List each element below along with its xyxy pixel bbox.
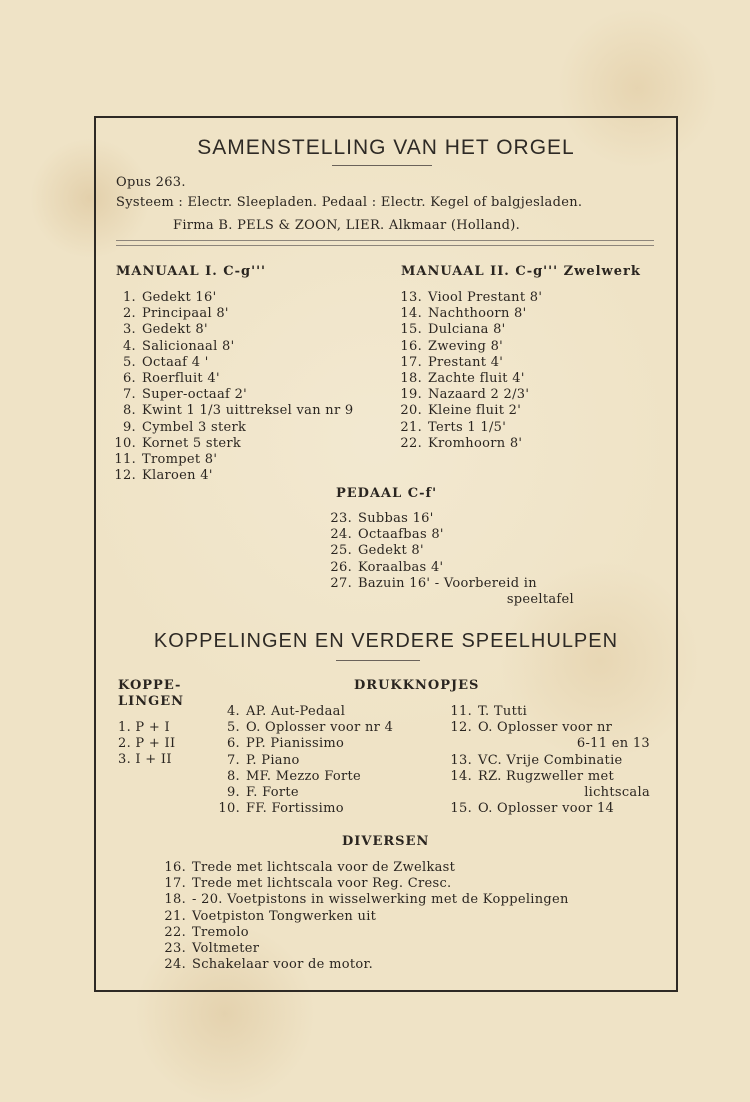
pedaal-heading: PEDAAL C-f' xyxy=(336,486,438,501)
item-label: Gedekt 16' xyxy=(142,290,217,305)
list-item xyxy=(164,892,569,908)
systeem-line: Systeem : Electr. Sleepladen. Pedaal : Electr. Kegel of balgjesladen. xyxy=(116,195,583,210)
item-label: P. Piano xyxy=(246,752,300,768)
double-rule xyxy=(116,240,654,246)
section-rule xyxy=(336,660,420,661)
item-number: 2. xyxy=(122,306,136,322)
item-label: Nachthoorn 8' xyxy=(428,306,527,322)
list-item xyxy=(110,387,354,403)
list-item xyxy=(396,290,542,306)
manuaal1-list xyxy=(110,290,354,484)
diversen-heading: DIVERSEN xyxy=(342,834,430,849)
list-item xyxy=(326,527,574,543)
item-number: 4. xyxy=(122,338,136,354)
list-item xyxy=(450,801,650,817)
item-label: Kromhoorn 8' xyxy=(428,435,523,451)
manuaal2-heading: MANUAAL II. C-g''' Zwelwerk xyxy=(401,264,641,279)
item-label: Schakelaar voor de motor. xyxy=(192,957,374,973)
list-item xyxy=(396,355,542,371)
item-label: Kleine fluit 2' xyxy=(428,403,522,419)
item-label: Trompet 8' xyxy=(142,451,218,467)
list-item xyxy=(396,339,542,355)
list-item xyxy=(396,436,542,452)
list-item xyxy=(110,355,354,371)
item-label: Gedekt 8' xyxy=(142,322,208,338)
item-number: 19. xyxy=(400,387,422,403)
item-label: Voltmeter xyxy=(192,940,260,956)
manuaal1-heading: MANUAAL I. C-g''' xyxy=(116,264,267,279)
item-label: Octaaf 4 ' xyxy=(142,354,209,370)
item-number: 12. xyxy=(450,720,472,736)
item-number: 16. xyxy=(400,338,422,354)
item-label: Viool Prestant 8' xyxy=(428,290,543,305)
list-item xyxy=(396,371,542,387)
list-item xyxy=(110,403,354,419)
item-label: Principaal 8' xyxy=(142,306,229,322)
item-number: 10. xyxy=(114,435,136,451)
koppeling-item: 1. P + I xyxy=(118,720,170,735)
koppelingen-heading-2: LINGEN xyxy=(118,694,184,709)
list-item xyxy=(450,785,650,801)
item-number: 26. xyxy=(330,559,352,575)
list-item xyxy=(110,290,354,306)
list-item xyxy=(164,925,569,941)
item-number: 14. xyxy=(400,306,422,322)
item-number: 5. xyxy=(122,354,136,370)
item-number: 20. xyxy=(400,403,422,419)
item-label: Voetpiston Tongwerken uit xyxy=(192,908,377,924)
item-label: Kornet 5 sterk xyxy=(142,435,242,451)
item-label: F. Forte xyxy=(246,784,299,800)
item-label: Gedekt 8' xyxy=(358,543,424,559)
item-label: Bazuin 16' - Voorbereid in xyxy=(358,575,537,591)
item-number: 6. xyxy=(226,736,240,752)
opus-line: Opus 263. xyxy=(116,175,186,190)
item-label: Zachte fluit 4' xyxy=(428,370,525,386)
drukknopjes-heading: DRUKKNOPJES xyxy=(354,678,480,693)
item-label: - 20. Voetpistons in wisselwerking met de Koppelingen xyxy=(192,892,569,908)
list-item xyxy=(218,720,393,736)
list-item xyxy=(396,322,542,338)
item-number: 24. xyxy=(330,527,352,543)
item-label: Prestant 4' xyxy=(428,354,504,370)
item-number: 16. xyxy=(164,860,186,875)
item-number: 18. xyxy=(400,370,422,386)
list-item xyxy=(110,452,354,468)
item-label: Nazaard 2 2/3' xyxy=(428,387,530,403)
item-number: 8. xyxy=(122,403,136,419)
item-number: 11. xyxy=(450,704,472,719)
list-item xyxy=(218,769,393,785)
item-number: 17. xyxy=(400,354,422,370)
item-number: 10. xyxy=(218,801,240,817)
item-label: PP. Pianissimo xyxy=(246,736,345,752)
item-label: lichtscala xyxy=(584,784,650,800)
item-label: Dulciana 8' xyxy=(428,322,506,338)
item-label: Subbas 16' xyxy=(358,511,434,526)
list-item xyxy=(450,753,650,769)
item-label: Super-octaaf 2' xyxy=(142,387,248,403)
item-label: Terts 1 1/5' xyxy=(428,419,507,435)
list-item xyxy=(326,560,574,576)
item-number: 9. xyxy=(122,419,136,435)
koppelingen-heading-1: KOPPE- xyxy=(118,678,182,693)
drukknopjes-list-2 xyxy=(450,704,650,817)
list-item xyxy=(164,860,569,876)
item-label: RZ. Rugzweller met xyxy=(478,768,615,784)
koppeling-item: 2. P + II xyxy=(118,736,176,752)
list-item xyxy=(326,592,574,608)
list-item xyxy=(326,511,574,527)
item-label: Kwint 1 1/3 uittreksel van nr 9 xyxy=(142,403,354,419)
item-number: 3. xyxy=(122,322,136,338)
list-item xyxy=(164,876,569,892)
item-label: Trede met lichtscala voor Reg. Cresc. xyxy=(192,876,452,892)
list-item xyxy=(218,801,393,817)
item-number: 22. xyxy=(400,435,422,451)
item-number: 12. xyxy=(114,468,136,484)
list-item xyxy=(164,941,569,957)
item-label: Cymbel 3 sterk xyxy=(142,419,247,435)
item-number: 13. xyxy=(450,752,472,768)
list-item xyxy=(110,322,354,338)
item-number: 7. xyxy=(122,387,136,403)
item-number: 22. xyxy=(164,924,186,940)
list-item xyxy=(218,704,393,720)
list-item xyxy=(218,785,393,801)
item-number: 23. xyxy=(330,511,352,526)
list-item xyxy=(396,420,542,436)
title-rule xyxy=(332,165,432,166)
manuaal2-list xyxy=(396,290,542,452)
list-item xyxy=(110,420,354,436)
item-label: Octaafbas 8' xyxy=(358,527,444,543)
list-item xyxy=(110,339,354,355)
document-frame xyxy=(94,116,678,992)
item-number: 15. xyxy=(450,801,472,817)
page-title: SAMENSTELLING VAN HET ORGEL xyxy=(197,136,575,159)
koppelingen-list xyxy=(118,720,175,769)
firma-line: Firma B. PELS & ZOON, LIER. Alkmaar (Holland). xyxy=(173,218,521,233)
item-number: 9. xyxy=(226,784,240,800)
item-label: Tremolo xyxy=(192,924,249,940)
item-label: Klaroen 4' xyxy=(142,468,213,484)
item-number: 6. xyxy=(122,370,136,386)
item-number: 13. xyxy=(400,290,422,305)
list-item xyxy=(450,769,650,785)
item-label: O. Oplosser voor nr 4 xyxy=(246,720,394,736)
item-number: 8. xyxy=(226,768,240,784)
item-number: 5. xyxy=(226,720,240,736)
list-item xyxy=(396,387,542,403)
list-item xyxy=(218,736,393,752)
item-label: O. Oplosser voor nr xyxy=(478,720,613,736)
item-number: 21. xyxy=(400,419,422,435)
item-number: 1. xyxy=(122,290,136,305)
item-number: 21. xyxy=(164,908,186,924)
list-item xyxy=(326,576,574,592)
list-item xyxy=(396,403,542,419)
list-item xyxy=(110,468,354,484)
item-label: MF. Mezzo Forte xyxy=(246,768,361,784)
list-item xyxy=(164,909,569,925)
list-item xyxy=(110,436,354,452)
item-label: O. Oplosser voor 14 xyxy=(478,801,615,817)
item-number: 18. xyxy=(164,892,186,908)
list-item xyxy=(164,957,569,973)
item-label: Roerfluit 4' xyxy=(142,370,220,386)
item-label: Trede met lichtscala voor de Zwelkast xyxy=(192,860,456,875)
item-number: 7. xyxy=(226,752,240,768)
item-label: Zweving 8' xyxy=(428,338,504,354)
koppeling-item: 3. I + II xyxy=(118,752,172,768)
item-number: 14. xyxy=(450,768,472,784)
pedaal-list xyxy=(326,511,574,608)
item-number: 15. xyxy=(400,322,422,338)
list-item xyxy=(110,371,354,387)
drukknopjes-list-1 xyxy=(218,704,393,817)
list-item xyxy=(326,543,574,559)
item-number: 11. xyxy=(114,451,136,467)
item-number: 17. xyxy=(164,876,186,892)
list-item xyxy=(110,306,354,322)
item-number: 23. xyxy=(164,940,186,956)
section-title-koppelingen: KOPPELINGEN EN VERDERE SPEELHULPEN xyxy=(153,630,619,652)
item-label: speeltafel xyxy=(506,591,574,607)
item-number: 25. xyxy=(330,543,352,559)
item-number: 27. xyxy=(330,575,352,591)
list-item xyxy=(450,736,650,752)
item-number: 4. xyxy=(226,704,240,719)
item-label: VC. Vrije Combinatie xyxy=(478,752,623,768)
list-item xyxy=(218,753,393,769)
item-number: 24. xyxy=(164,957,186,973)
item-label: Salicionaal 8' xyxy=(142,338,235,354)
diversen-list xyxy=(164,860,569,973)
item-label: 6-11 en 13 xyxy=(576,736,650,752)
list-item xyxy=(450,720,650,736)
list-item xyxy=(450,704,650,720)
item-label: AP. Aut-Pedaal xyxy=(246,704,346,719)
item-label: Koraalbas 4' xyxy=(358,559,444,575)
list-item xyxy=(396,306,542,322)
item-label: T. Tutti xyxy=(478,704,528,719)
item-label: FF. Fortissimo xyxy=(246,801,344,817)
